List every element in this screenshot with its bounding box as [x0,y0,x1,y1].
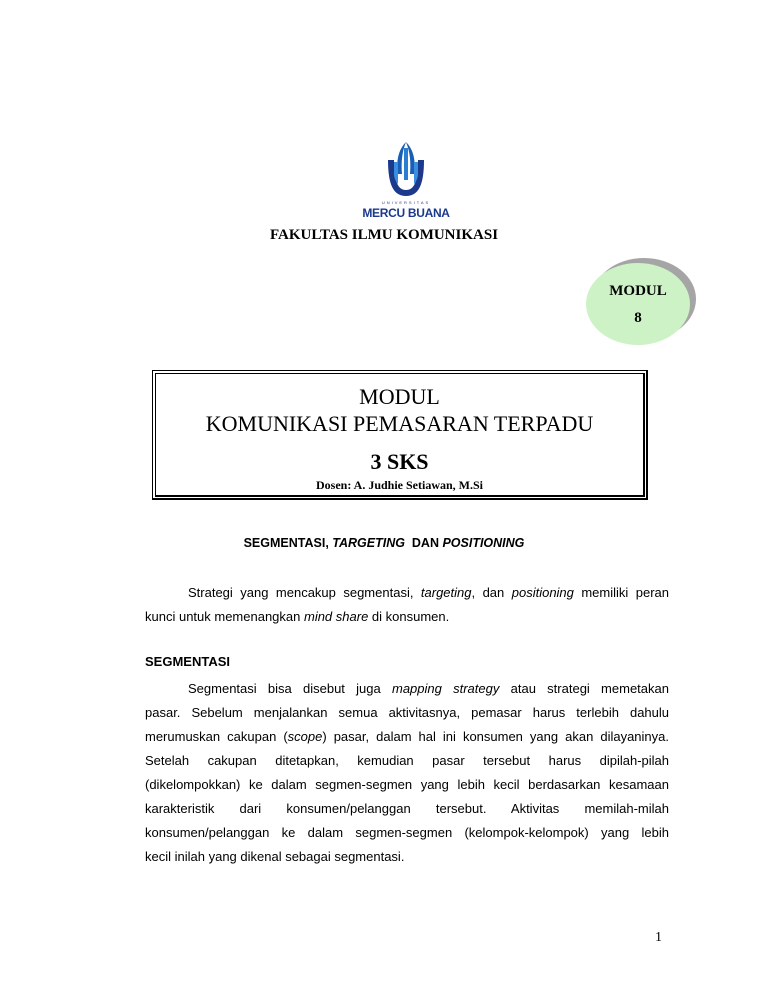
italic-term: targeting [420,585,472,600]
text-run: , dan [471,585,512,600]
page-number: 1 [655,930,662,945]
logo-subtitle: UNIVERSITAS [381,200,431,205]
lecturer-name: Dosen: A. Judhie Setiawan, M.Si [315,478,484,492]
section-title [0,536,768,550]
university-logo [360,140,452,226]
section-title-part: SEGMENTASI, [243,536,333,550]
text-run: kunci untuk memenangkan [145,609,304,624]
faculty-title: FAKULTAS ILMU KOMUNIKASI [269,227,499,243]
paragraph-line: Setelah cakupan ditetapkan, kemudian pasar tersebut harus dipilah-pilah [145,753,669,768]
section-title-part: DAN [404,536,443,550]
section-title-italic-part: POSITIONING [442,536,525,550]
text-run: Segmentasi bisa disebut juga [188,681,392,696]
module-badge-number: 8 [634,310,642,326]
module-badge [586,263,690,345]
section-title-italic-part: TARGETING [332,536,405,550]
intro-paragraph [145,581,669,629]
paragraph-line: konsumen/pelanggan ke dalam segmen-segmen (kelompok-kelompok) yang lebih [145,825,669,840]
text-run: merumuskan cakupan ( [145,729,288,744]
text-run: memiliki peran [573,585,669,600]
italic-term: mind share [303,609,369,624]
text-run: atau strategi memetakan [499,681,669,696]
paragraph-line [145,677,669,701]
mercu-buana-emblem-icon [382,140,430,198]
course-title: KOMUNIKASI PEMASARAN TERPADU [205,411,594,436]
paragraph-line: kecil inilah yang dikenal sebagai segmentasi. [145,849,405,864]
italic-term: scope [287,729,323,744]
module-badge-label: MODUL [609,283,667,299]
segmentasi-heading: SEGMENTASI [145,654,230,669]
paragraph-line: karakteristik dari konsumen/pelanggan tersebut. Aktivitas memilah-milah [145,801,669,816]
text-run: ) pasar, dalam hal ini konsumen yang akan dilayaninya. [322,729,669,744]
intro-line-1 [145,581,669,605]
logo-university-name: MERCU BUANA [362,206,450,220]
text-run: di konsumen. [368,609,450,624]
italic-term: positioning [511,585,574,600]
italic-term: mapping strategy [392,681,500,696]
module-title-box [152,370,648,500]
paragraph-line: pasar. Sebelum menjalankan semua aktivitasnya, pemasar harus terlebih dahulu [145,705,669,720]
course-credits: 3 SKS [370,449,429,474]
paragraph-line [145,725,669,749]
title-line-modul: MODUL [359,384,440,409]
segmentasi-paragraph [145,677,669,869]
intro-line-2 [145,605,669,629]
paragraph-line: (dikelompokkan) ke dalam segmen-segmen yang lebih kecil berdasarkan kesamaan [145,777,669,792]
text-run: Strategi yang mencakup segmentasi, [188,585,421,600]
